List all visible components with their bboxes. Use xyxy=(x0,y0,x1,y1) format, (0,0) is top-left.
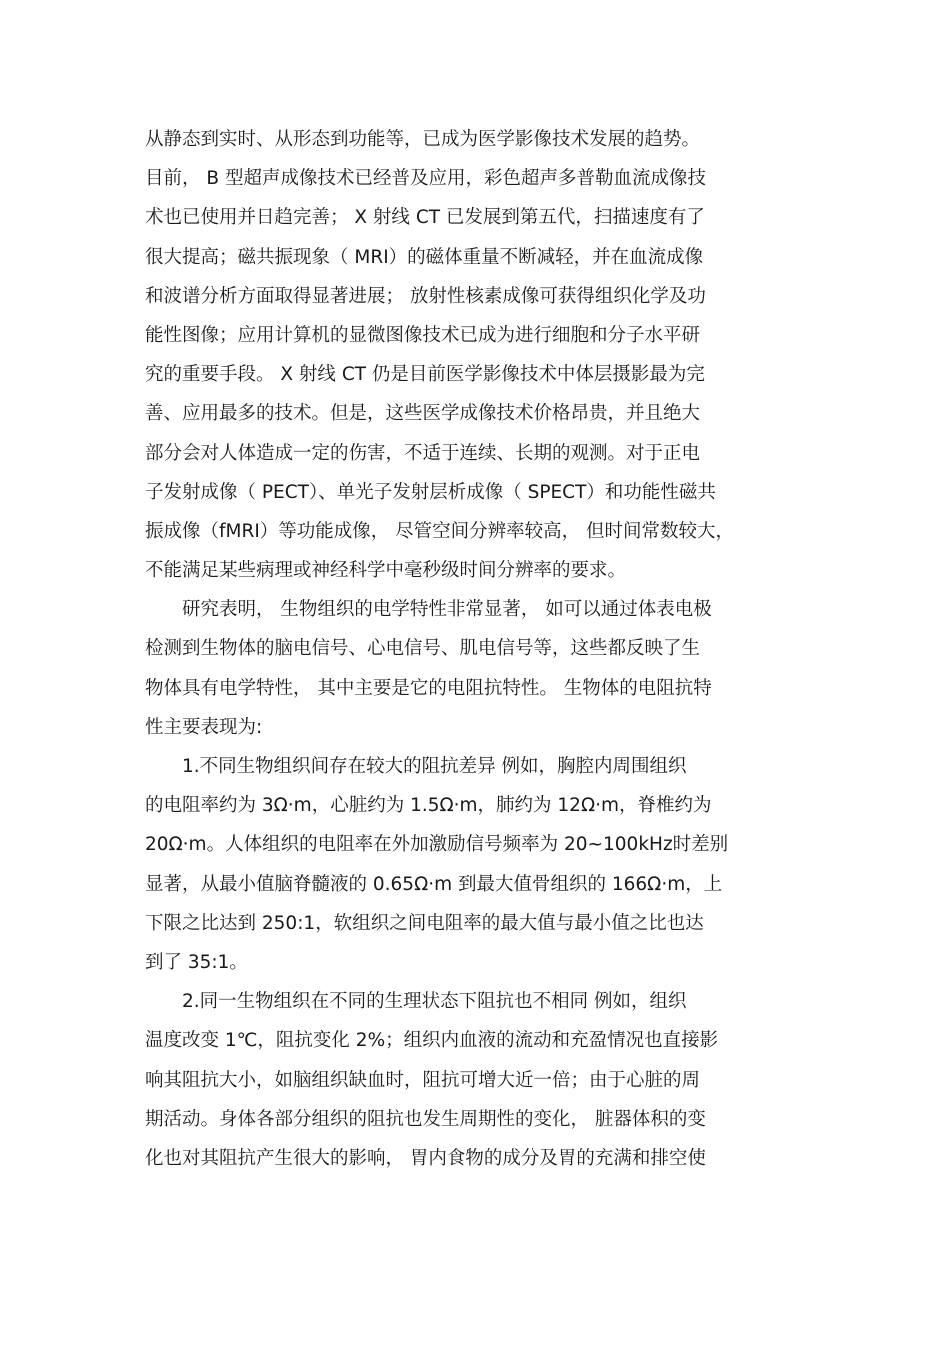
text-line: 20Ω·m。人体组织的电阻率在外加激励信号频率为 20~100kHz时差别 xyxy=(145,834,729,856)
text-line: 化也对其阻抗产生很大的影响， 胃内食物的成分及胃的充满和排空使 xyxy=(145,1147,706,1169)
text-line: 性主要表现为: xyxy=(145,716,263,738)
text-line: 温度改变 1℃，阻抗变化 2%；组织内血液的流动和充盈情况也直接影 xyxy=(145,1030,719,1052)
body-text xyxy=(145,120,810,1178)
text-line: 和波谱分析方面取得显著进展； 放射性核素成像可获得组织化学及功 xyxy=(145,285,706,307)
text-line: 的电阻率约为 3Ω·m，心脏约为 1.5Ω·m，肺约为 12Ω·m，脊椎约为 xyxy=(145,795,712,817)
text-line: 不能满足某些病理或神经科学中毫秒级时间分辨率的要求。 xyxy=(145,560,627,582)
paragraph-start-line: 1.不同生物组织间存在较大的阻抗差异 例如，胸腔内周围组织 xyxy=(182,756,687,777)
text-line: 术也已使用并日趋完善； X 射线 CT 已发展到第五代，扫描速度有了 xyxy=(145,207,705,229)
text-line: 子发射成像（ PECT）、单光子发射层析成像（ SPECT）和功能性磁共 xyxy=(145,481,716,503)
text-line: 目前， B 型超声成像技术已经普及应用，彩色超声多普勒血流成像技 xyxy=(145,168,706,190)
text-line: 究的重要手段。 X 射线 CT 仍是目前医学影像技术中体层摄影最为完 xyxy=(145,364,705,386)
text-line: 振成像（fMRI）等功能成像， 尽管空间分辨率较高， 但时间常数较大， xyxy=(145,520,735,542)
text-line: 能性图像；应用计算机的显微图像技术已成为进行细胞和分子水平研 xyxy=(145,324,701,346)
text-line: 期活动。身体各部分组织的阻抗也发生周期性的变化， 脏器体积的变 xyxy=(145,1108,706,1130)
text-line: 检测到生物体的脑电信号、心电信号、肌电信号等，这些都反映了生 xyxy=(145,638,701,660)
text-line: 响其阻抗大小，如脑组织缺血时，阻抗可增大近一倍；由于心脏的周 xyxy=(145,1069,701,1091)
paragraph-start-line: 研究表明， 生物组织的电学特性非常显著， 如可以通过体表电极 xyxy=(182,599,712,621)
text-line: 部分会对人体造成一定的伤害，不适于连续、长期的观测。对于正电 xyxy=(145,442,701,464)
text-line: 显著，从最小值脑脊髓液的 0.65Ω·m 到最大值骨组织的 166Ω·m，上 xyxy=(145,873,723,895)
text-line: 下限之比达到 250:1，软组织之间电阻率的最大值与最小值之比也达 xyxy=(145,912,704,934)
text-line: 从静态到实时、从形态到功能等，已成为医学影像技术发展的趋势。 xyxy=(145,129,701,150)
text-line: 很大提高；磁共振现象（ MRI）的磁体重量不断减轻，并在血流成像 xyxy=(145,246,704,268)
text-line: 到了 35:1。 xyxy=(145,951,248,973)
text-line: 物体具有电学特性， 其中主要是它的电阻抗特性。 生物体的电阻抗特 xyxy=(145,677,712,699)
text-line: 善、应用最多的技术。但是，这些医学成像技术价格昂贵，并且绝大 xyxy=(145,403,701,425)
paragraph-start-line: 2.同一生物组织在不同的生理状态下阻抗也不相同 例如，组织 xyxy=(182,991,687,1013)
